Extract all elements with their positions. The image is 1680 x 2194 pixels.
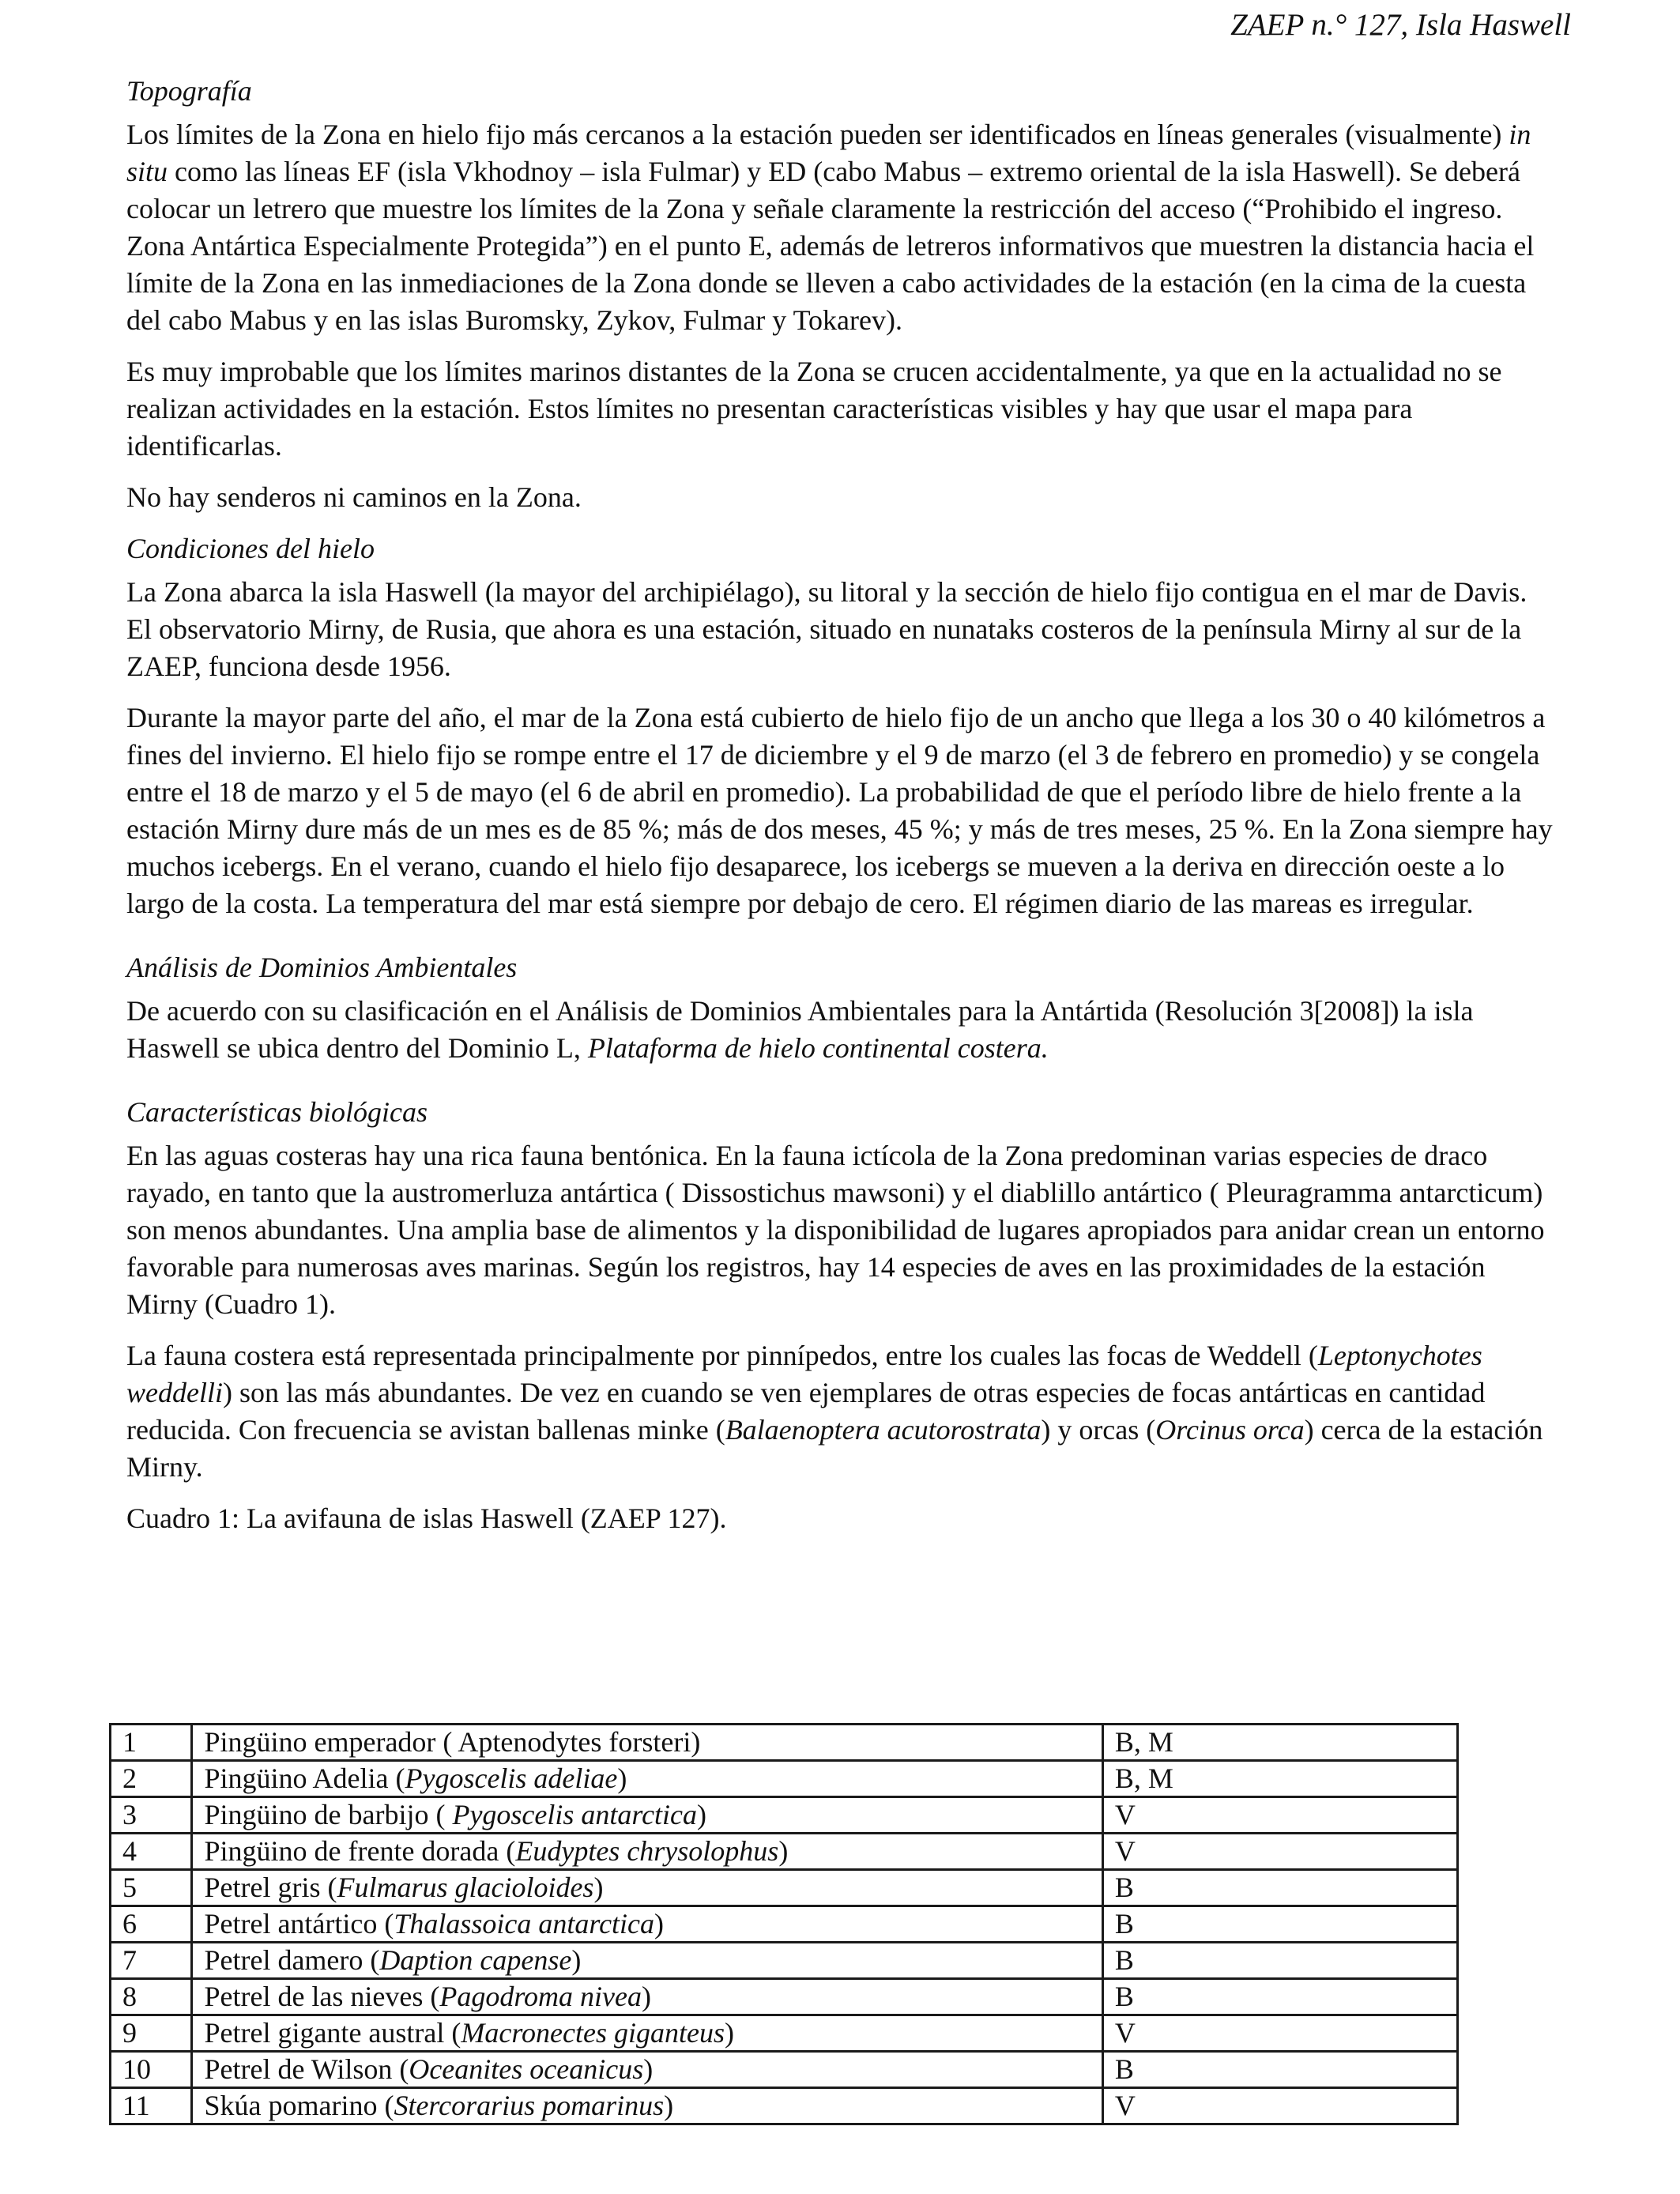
- table-row: [111, 1797, 1458, 1834]
- table-row: [111, 1906, 1458, 1943]
- paragraph-topografia-limits: [126, 116, 1557, 339]
- avifauna-table-body: [111, 1725, 1458, 2124]
- table-row: [111, 1979, 1458, 2015]
- status-code: V: [1102, 1797, 1457, 1834]
- closing-paren: ): [642, 1981, 652, 2012]
- status-code: B: [1102, 1943, 1457, 1979]
- running-header: ZAEP n.° 127, Isla Haswell: [1230, 8, 1571, 42]
- status-code: B: [1102, 1979, 1457, 2015]
- closing-paren: ): [654, 1908, 665, 1940]
- row-number: 5: [111, 1870, 192, 1906]
- paragraph-biologicas-fauna: En las aguas costeras hay una rica fauna bentónica. En la fauna ictícola de la Zona predominan varias especies de draco rayado, en tanto que la austromerluza antártica ( Dissostichus mawsoni) y el diablillo antártico ( Pleuragramma antarcticum) son menos abundantes. Una amplia base de alimentos y la disponibilidad de lugares apropiados para anidar crean un entorno favorable para numerosas aves marinas. Según los registros, hay 14 especies de aves en las proximidades de la estación Mirny (Cuadro 1).: [126, 1140, 1545, 1320]
- scientific-name: Pagodroma nivea: [439, 1981, 642, 2012]
- scientific-name: Eudyptes chrysolophus: [515, 1835, 779, 1867]
- scientific-name: Thalassoica antarctica: [394, 1908, 655, 1940]
- italic-run: Plataforma de hielo continental costera.: [587, 1032, 1049, 1064]
- row-number: 4: [111, 1834, 192, 1870]
- closing-paren: ): [617, 1762, 627, 1794]
- row-number: 11: [111, 2088, 192, 2124]
- common-name: Pingüino emperador ( Aptenodytes forsteri): [204, 1726, 701, 1758]
- scientific-name: Daption capense: [379, 1944, 572, 1976]
- text-run: Los límites de la Zona en hielo fijo más cercanos a la estación pueden ser identificados en líneas generales (visualmente): [126, 119, 1509, 150]
- row-number: 9: [111, 2015, 192, 2052]
- common-name: Petrel gris (: [204, 1872, 337, 1903]
- table-row: [111, 2088, 1458, 2124]
- species-name: [192, 1797, 1102, 1834]
- avifauna-table: [109, 1723, 1459, 2125]
- scientific-name: Macronectes giganteus: [461, 2017, 725, 2049]
- paragraph-biologicas-pinnipeds: [126, 1337, 1557, 1486]
- closing-paren: ): [778, 1835, 789, 1867]
- common-name: Petrel antártico (: [204, 1908, 394, 1940]
- row-number: 8: [111, 1979, 192, 2015]
- italic-run: Orcinus orca: [1155, 1414, 1305, 1446]
- status-code: B, M: [1102, 1761, 1457, 1797]
- row-number: 7: [111, 1943, 192, 1979]
- table-row: [111, 1761, 1458, 1797]
- text-run: La fauna costera está representada principalmente por pinnípedos, entre los cuales las focas de Weddell (: [126, 1340, 1318, 1371]
- table-row: [111, 1943, 1458, 1979]
- table-row: [111, 1725, 1458, 1761]
- table-row: [111, 2015, 1458, 2052]
- status-code: B: [1102, 2052, 1457, 2088]
- scientific-name: Oceanites oceanicus: [409, 2053, 644, 2085]
- common-name: Petrel damero (: [204, 1944, 380, 1976]
- paragraph-topografia-paths: No hay senderos ni caminos en la Zona.: [126, 481, 582, 513]
- scientific-name: Pygoscelis antarctica: [452, 1799, 698, 1830]
- closing-paren: ): [643, 2053, 654, 2085]
- species-name: [192, 2015, 1102, 2052]
- scientific-name: Stercorarius pomarinus: [394, 2090, 665, 2121]
- text-run: ) son las más abundantes. De vez en cuando se ven ejemplares de otras especies de focas antárticas en cantidad reducida. Con frecuencia se avistan ballenas minke (: [126, 1377, 1486, 1446]
- status-code: B: [1102, 1870, 1457, 1906]
- species-name: [192, 1870, 1102, 1906]
- table-row: [111, 2052, 1458, 2088]
- closing-paren: ): [697, 1799, 707, 1830]
- text-run: como las líneas EF (isla Vkhodnoy – isla Fulmar) y ED (cabo Mabus – extremo oriental de la isla Haswell). Se deberá colocar un letrero que muestre los límites de la Zona y señale claramente la restricción del acceso (“Prohibido el ingreso. Zona Antártica Especialmente Protegida”) en el punto E, además de letreros informativos que muestren la distancia hacia el límite de la Zona en las inmediaciones de la Zona donde se lleven a cabo actividades de la estación (en la cima de la cuesta del cabo Mabus y en las islas Buromsky, Zykov, Fulmar y Tokarev).: [126, 156, 1535, 336]
- closing-paren: ): [724, 2017, 734, 2049]
- paragraph-topografia-marine: Es muy improbable que los límites marinos distantes de la Zona se crucen accidentalmente, ya que en la actualidad no se realizan actividades en la estación. Estos límites no presentan características visibles y hay que usar el mapa para identificarlas.: [126, 356, 1502, 462]
- text-run: ) cerca de la estación Mirny.: [126, 1414, 1543, 1483]
- row-number: 1: [111, 1725, 192, 1761]
- text-run: De acuerdo con su clasificación en el Análisis de Dominios Ambientales para la Antártida (Resolución 3[2008]) la isla Haswell se ubica dentro del Dominio L,: [126, 995, 1474, 1064]
- common-name: Petrel de las nieves (: [204, 1981, 440, 2012]
- species-name: [192, 1979, 1102, 2015]
- document-body: [126, 73, 1557, 1556]
- italic-run: in situ: [126, 119, 1531, 187]
- species-name: [192, 2088, 1102, 2124]
- common-name: Petrel de Wilson (: [204, 2053, 409, 2085]
- species-name: [192, 1761, 1102, 1797]
- paragraph-hielo-zone: La Zona abarca la isla Haswell (la mayor del archipiélago), su litoral y la sección de hielo fijo contigua en el mar de Davis. El observatorio Mirny, de Rusia, que ahora es una estación, situado en nunataks costeros de la península Mirny al sur de la ZAEP, funciona desde 1956.: [126, 576, 1527, 682]
- species-name: [192, 2052, 1102, 2088]
- closing-paren: ): [571, 1944, 582, 1976]
- row-number: 10: [111, 2052, 192, 2088]
- section-heading-dominios: Análisis de Dominios Ambientales: [126, 952, 518, 983]
- common-name: Pingüino de frente dorada (: [204, 1835, 516, 1867]
- scientific-name: Pygoscelis adeliae: [405, 1762, 618, 1794]
- row-number: 6: [111, 1906, 192, 1943]
- italic-run: Leptonychotes weddelli: [126, 1340, 1482, 1408]
- table-row: [111, 1834, 1458, 1870]
- common-name: Skúa pomarino (: [204, 2090, 394, 2121]
- paragraph-hielo-ice: Durante la mayor parte del año, el mar de la Zona está cubierto de hielo fijo de un ancho que llega a los 30 o 40 kilómetros a fines del invierno. El hielo fijo se rompe entre el 17 de diciembre y el 9 de marzo (el 3 de febrero en promedio) y se congela entre el 18 de marzo y el 5 de mayo (el 6 de abril en promedio). La probabilidad de que el período libre de hielo frente a la estación Mirny dure más de un mes es de 85 %; más de dos meses, 45 %; y más de tres meses, 25 %. En la Zona siempre hay muchos icebergs. En el verano, cuando el hielo fijo desaparece, los icebergs se mueven a la deriva en dirección oeste a lo largo de la costa. La temperatura del mar está siempre por debajo de cero. El régimen diario de las mareas es irregular.: [126, 702, 1553, 919]
- common-name: Pingüino de barbijo (: [204, 1799, 453, 1830]
- status-code: V: [1102, 2015, 1457, 2052]
- scientific-name: Fulmarus glacioloides: [337, 1872, 594, 1903]
- text-run: ) y orcas (: [1041, 1414, 1156, 1446]
- status-code: B: [1102, 1906, 1457, 1943]
- species-name: [192, 1906, 1102, 1943]
- row-number: 2: [111, 1761, 192, 1797]
- status-code: V: [1102, 1834, 1457, 1870]
- section-heading-hielo: Condiciones del hielo: [126, 533, 375, 564]
- table-row: [111, 1870, 1458, 1906]
- common-name: Pingüino Adelia (: [204, 1762, 405, 1794]
- paragraph-dominios: [126, 993, 1557, 1067]
- section-heading-biologicas: Características biológicas: [126, 1096, 428, 1128]
- species-name: [192, 1834, 1102, 1870]
- table-caption: Cuadro 1: La avifauna de islas Haswell (ZAEP 127).: [126, 1502, 727, 1534]
- species-name: [192, 1943, 1102, 1979]
- status-code: B, M: [1102, 1725, 1457, 1761]
- common-name: Petrel gigante austral (: [204, 2017, 461, 2049]
- closing-paren: ): [593, 1872, 604, 1903]
- closing-paren: ): [664, 2090, 674, 2121]
- section-heading-topografia: Topografía: [126, 75, 252, 107]
- italic-run: Balaenoptera acutorostrata: [725, 1414, 1042, 1446]
- status-code: V: [1102, 2088, 1457, 2124]
- row-number: 3: [111, 1797, 192, 1834]
- species-name: [192, 1725, 1102, 1761]
